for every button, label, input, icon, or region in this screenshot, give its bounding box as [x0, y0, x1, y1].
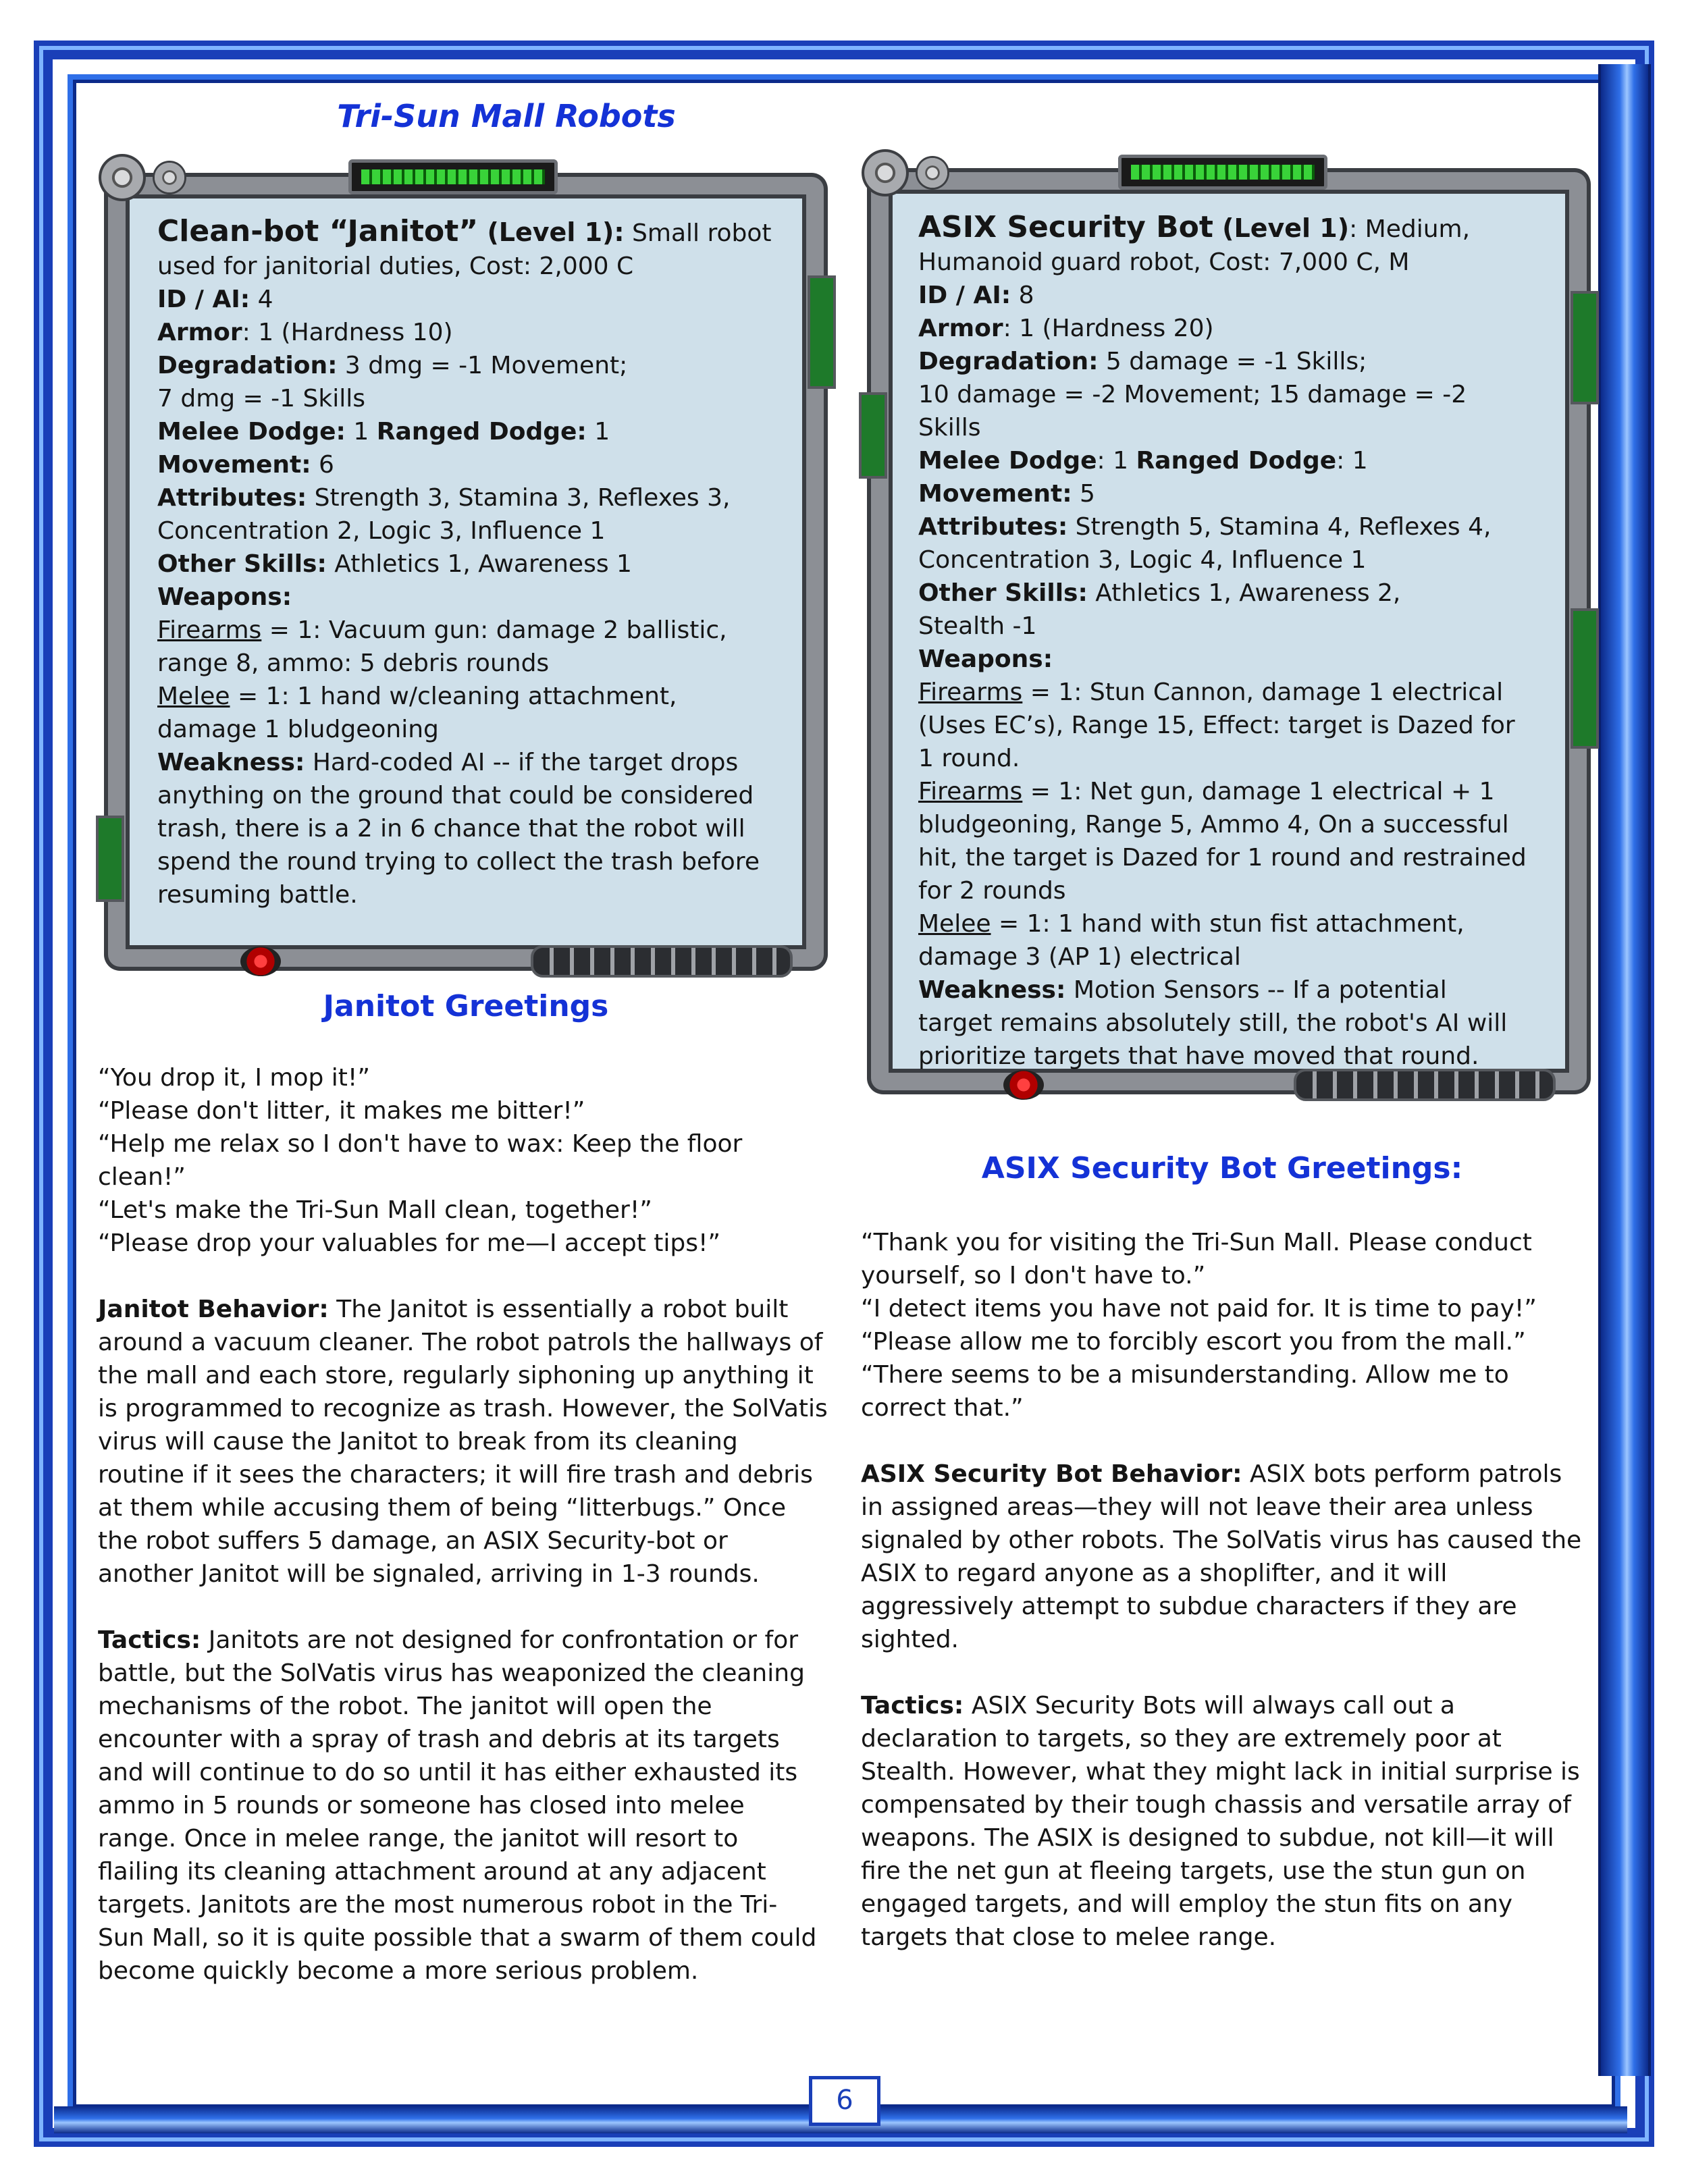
stat-value: Athletics 1, Awareness 1 [326, 550, 632, 578]
stat-value: 4 [250, 286, 273, 313]
gear-icon [153, 161, 186, 194]
weapon-desc: bludgeoning, Range 5, Ammo 4, On a successful [918, 811, 1509, 838]
tactics-line: compensated by their tough chassis and versatile array of [861, 1791, 1571, 1819]
asix-stat-block [918, 211, 1566, 1073]
stat-label: Ranged Dodge: [376, 418, 587, 446]
robot-name: ASIX Security Bot [918, 210, 1213, 244]
stat-value: target remains absolutely still, the robot's AI will [918, 1009, 1508, 1037]
circuit-chip-decoration [1571, 291, 1599, 404]
greeting-line: “Please don't litter, it makes me bitter!” [98, 1097, 585, 1125]
circuit-chip-decoration [96, 816, 124, 902]
janitot-greetings-body [98, 1061, 834, 1988]
page-number: 6 [809, 2076, 880, 2126]
tactics-line: Janitots are not designed for confrontation or for [201, 1626, 799, 1654]
stat-value: 5 [1072, 480, 1095, 508]
stat-value: 1 [345, 418, 377, 446]
behavior-line: another Janitot will be signaled, arriving in 1-3 rounds. [98, 1560, 760, 1588]
robot-level: (Level 1): [487, 217, 625, 247]
tech-pillar-right [1598, 64, 1651, 2076]
stat-value: 7 dmg = -1 Skills [157, 385, 365, 412]
behavior-line: ASIX to regard anyone as a shoplifter, and it will [861, 1560, 1448, 1587]
weapon-type: Firearms [918, 778, 1023, 805]
weapon-desc: (Uses EC’s), Range 15, Effect: target is Dazed for [918, 712, 1515, 739]
stat-value: Hard-coded AI -- if the target drops [305, 749, 739, 776]
stat-label: ID / AI: [918, 282, 1011, 309]
circuit-chip-decoration [859, 392, 887, 479]
weapon-type: Firearms [918, 678, 1023, 706]
weapon-desc: 1 round. [918, 745, 1020, 772]
stat-label: ID / AI: [157, 286, 250, 313]
tactics-line: encounter with a spray of trash and debris at its targets [98, 1726, 780, 1753]
tactics-line: mechanisms of the robot. The janitot will open the [98, 1693, 712, 1720]
stat-label: Weakness: [157, 749, 305, 776]
red-light-icon [240, 947, 281, 976]
stat-value: 6 [311, 451, 334, 479]
greeting-line: “I detect items you have not paid for. It is time to pay!” [861, 1295, 1537, 1323]
greeting-line: “Please drop your valuables for me—I accept tips!” [98, 1229, 721, 1257]
behavior-line: sighted. [861, 1626, 959, 1653]
stat-label: Movement: [918, 480, 1072, 508]
tactics-line: become quickly become a more serious problem. [98, 1957, 699, 1985]
asix-greetings-body [861, 1226, 1597, 1954]
robot-desc: Small robot [624, 219, 772, 247]
behavior-label: ASIX Security Bot Behavior: [861, 1460, 1242, 1488]
stat-value: anything on the ground that could be considered [157, 782, 754, 809]
tactics-line: range. Once in melee range, the janitot will resort to [98, 1825, 739, 1853]
behavior-line: at them while accusing them of being “litterbugs.” Once [98, 1494, 786, 1522]
tactics-line: Stealth. However, what they might lack in initial surprise is [861, 1758, 1580, 1786]
weapon-desc: damage 1 bludgeoning [157, 716, 439, 743]
weapon-desc: = 1: 1 hand w/cleaning attachment, [230, 683, 677, 710]
stat-value: spend the round trying to collect the trash before [157, 848, 760, 876]
tactics-line: Sun Mall, so it is quite possible that a swarm of them could [98, 1924, 817, 1952]
tactics-line: fire the net gun at fleeing targets, use the stun gun on [861, 1857, 1526, 1885]
weapon-desc: = 1: 1 hand with stun fist attachment, [991, 910, 1465, 938]
behavior-line: ASIX bots perform patrols [1242, 1460, 1562, 1488]
stat-label: Attributes: [157, 484, 307, 512]
greeting-line: yourself, so I don't have to.” [861, 1262, 1206, 1289]
stat-value: Motion Sensors -- If a potential [1065, 976, 1447, 1004]
stat-value: 3 dmg = -1 Movement; [337, 352, 628, 379]
tactics-label: Tactics: [98, 1626, 201, 1654]
stat-value: 10 damage = -2 Movement; 15 damage = -2 [918, 381, 1467, 408]
behavior-line: is programmed to recognize as trash. However, the SolVatis [98, 1395, 828, 1422]
greeting-line: “There seems to be a misunderstanding. Allow me to [861, 1361, 1509, 1389]
tactics-label: Tactics: [861, 1692, 964, 1720]
stat-value: 5 damage = -1 Skills; [1098, 348, 1367, 375]
weapon-type: Melee [918, 910, 991, 938]
stat-value: trash, there is a 2 in 6 chance that the robot will [157, 815, 745, 843]
tactics-line: weapons. The ASIX is designed to subdue, not kill—it will [861, 1824, 1554, 1852]
stat-label: Ranged Dodge [1136, 447, 1337, 475]
greeting-line: correct that.” [861, 1394, 1024, 1422]
robot-level: (Level 1) [1213, 213, 1350, 243]
stat-label: Attributes: [918, 513, 1068, 541]
stat-value: 8 [1011, 282, 1034, 309]
janitot-greetings-heading: Janitot Greetings [323, 989, 609, 1023]
stat-label: Weapons: [157, 583, 292, 611]
circuit-chip-decoration [808, 275, 836, 389]
tactics-line: targets. Janitots are the most numerous robot in the Tri- [98, 1891, 778, 1919]
vent-grille-decoration [1294, 1069, 1556, 1101]
weapon-desc: damage 3 (AP 1) electrical [918, 943, 1241, 971]
weapon-desc: range 8, ammo: 5 debris rounds [157, 649, 550, 677]
stat-value: resuming battle. [157, 881, 358, 909]
janitot-stat-block [157, 215, 806, 911]
stat-value: 1 [586, 418, 610, 446]
gear-icon [916, 156, 949, 190]
stat-label: Weapons: [918, 645, 1053, 673]
weapon-desc: = 1: Vacuum gun: damage 2 ballistic, [261, 616, 727, 644]
stat-label: Movement: [157, 451, 311, 479]
asix-greetings-heading: ASIX Security Bot Greetings: [981, 1151, 1463, 1186]
stat-label: Melee Dodge [918, 447, 1097, 475]
behavior-line: the robot suffers 5 damage, an ASIX Security-bot or [98, 1527, 728, 1555]
stat-value: Athletics 1, Awareness 2, [1087, 579, 1401, 607]
tactics-line: flailing its cleaning attachment around at any adjacent [98, 1858, 766, 1886]
stat-value: : 1 (Hardness 20) [1003, 315, 1214, 342]
stat-label: Degradation: [918, 348, 1099, 375]
behavior-line: the mall and each store, regularly siphoning up anything it [98, 1362, 814, 1389]
weapon-type: Melee [157, 683, 230, 710]
stat-label: Armor [157, 319, 242, 346]
behavior-line: routine if it sees the characters; it will fire trash and debris [98, 1461, 813, 1489]
tactics-line: targets that close to melee range. [861, 1923, 1277, 1951]
behavior-line: The Janitot is essentially a robot built [328, 1296, 789, 1323]
stat-value: : 1 (Hardness 10) [242, 319, 453, 346]
stat-value: : 1 [1097, 447, 1136, 475]
greeting-line: “Help me relax so I don't have to wax: Keep the floor [98, 1130, 743, 1158]
greeting-line: “Please allow me to forcibly escort you from the mall.” [861, 1328, 1526, 1356]
stat-value: Strength 3, Stamina 3, Reflexes 3, [307, 484, 731, 512]
stat-label: Other Skills: [918, 579, 1088, 607]
stat-value: Stealth -1 [918, 612, 1037, 640]
tactics-line: and will continue to do so until it has either exhausted its [98, 1759, 798, 1786]
behavior-line: signaled by other robots. The SolVatis virus has caused the [861, 1526, 1582, 1554]
stat-label: Other Skills: [157, 550, 327, 578]
stat-value: Concentration 2, Logic 3, Influence 1 [157, 517, 606, 545]
greeting-line: “Thank you for visiting the Tri-Sun Mall. Please conduct [861, 1229, 1532, 1256]
robot-desc: : Medium, [1349, 215, 1471, 243]
tactics-line: engaged targets, and will employ the stun fits on any [861, 1890, 1513, 1918]
stat-value: Skills [918, 414, 981, 442]
weapon-desc: for 2 rounds [918, 877, 1066, 905]
status-display-decoration [348, 159, 558, 194]
robot-desc: used for janitorial duties, Cost: 2,000 C [157, 252, 634, 280]
weapon-desc: = 1: Net gun, damage 1 electrical + 1 [1022, 778, 1495, 805]
vent-grille-decoration [531, 945, 793, 978]
robot-desc: Humanoid guard robot, Cost: 7,000 C, M [918, 248, 1410, 276]
weapon-type: Firearms [157, 616, 262, 644]
robot-name: Clean-bot “Janitot” [157, 214, 479, 248]
behavior-line: around a vacuum cleaner. The robot patrols the hallways of [98, 1329, 823, 1356]
stat-label: Weakness: [918, 976, 1066, 1004]
tactics-line: battle, but the SolVatis virus has weaponized the cleaning [98, 1659, 805, 1687]
page-title: Tri-Sun Mall Robots [337, 98, 676, 134]
stat-value: Strength 5, Stamina 4, Reflexes 4, [1067, 513, 1492, 541]
gear-icon [99, 154, 146, 201]
status-display-decoration [1118, 155, 1327, 190]
behavior-line: virus will cause the Janitot to break from its cleaning [98, 1428, 738, 1456]
greeting-line: “Let's make the Tri-Sun Mall clean, together!” [98, 1196, 652, 1224]
greeting-line: clean!” [98, 1163, 186, 1191]
tactics-line: ASIX Security Bots will always call out a [964, 1692, 1455, 1720]
stat-label: Degradation: [157, 352, 338, 379]
behavior-line: in assigned areas—they will not leave their area unless [861, 1493, 1533, 1521]
gear-icon [862, 149, 909, 196]
greeting-line: “You drop it, I mop it!” [98, 1064, 370, 1092]
circuit-chip-decoration [1571, 608, 1599, 749]
stat-value: prioritize targets that have moved that round. [918, 1042, 1479, 1070]
stat-label: Armor [918, 315, 1003, 342]
stat-value: : 1 [1336, 447, 1368, 475]
tactics-line: ammo in 5 rounds or someone has closed into melee [98, 1792, 745, 1819]
weapon-desc: hit, the target is Dazed for 1 round and restrained [918, 844, 1527, 872]
red-light-icon [1003, 1070, 1044, 1100]
weapon-desc: = 1: Stun Cannon, damage 1 electrical [1022, 678, 1504, 706]
tactics-line: declaration to targets, so they are extremely poor at [861, 1725, 1502, 1753]
behavior-line: aggressively attempt to subdue characters if they are [861, 1593, 1517, 1620]
stat-value: Concentration 3, Logic 4, Influence 1 [918, 546, 1367, 574]
stat-label: Melee Dodge: [157, 418, 346, 446]
behavior-label: Janitot Behavior: [98, 1296, 329, 1323]
